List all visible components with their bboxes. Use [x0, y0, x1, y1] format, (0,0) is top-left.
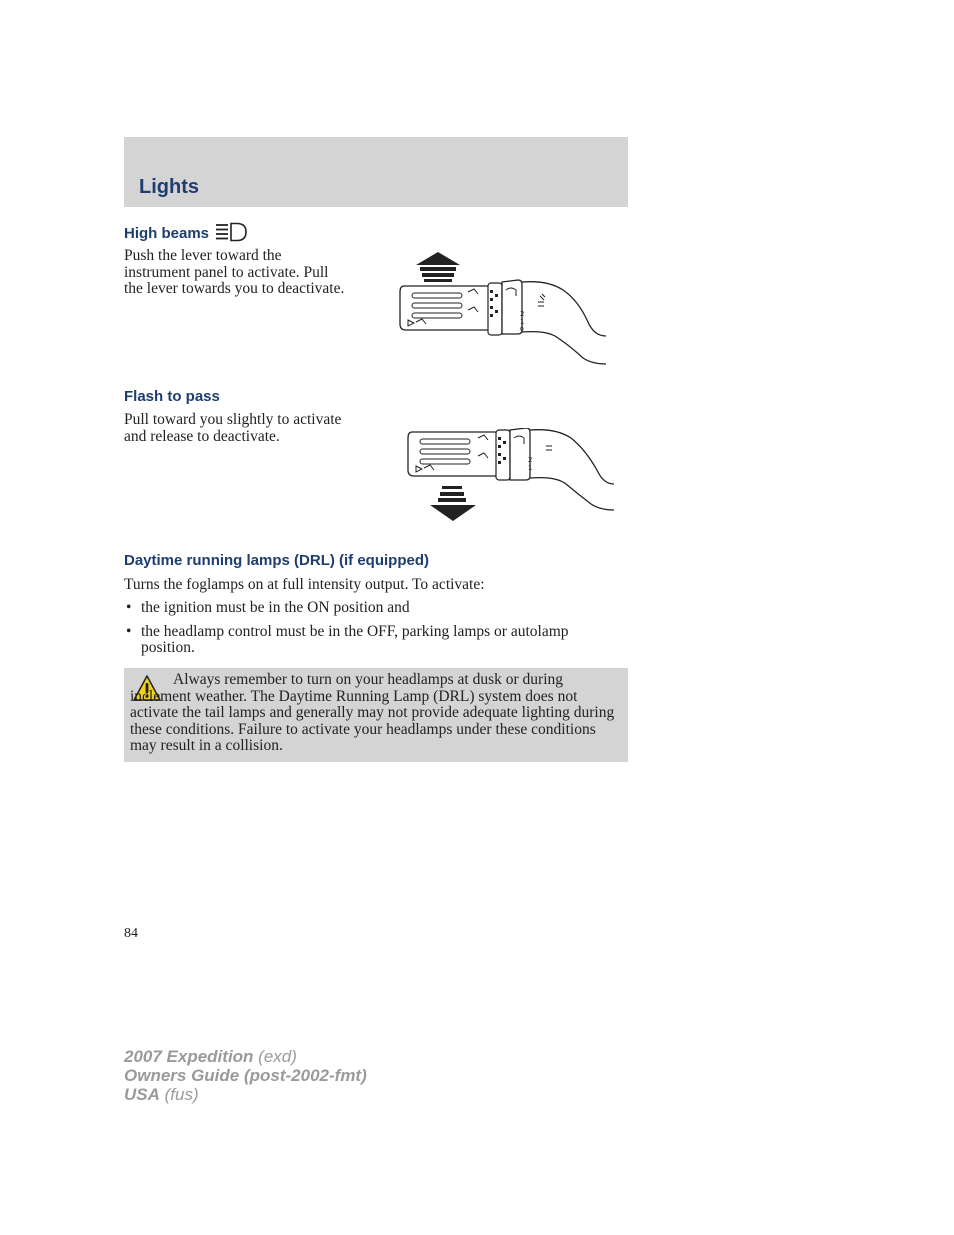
lever-label: 0 — [520, 326, 524, 333]
list-item-text: the headlamp control must be in the OFF, parking lamps or autolamp position. — [141, 622, 569, 656]
footer-line-3 — [124, 1085, 367, 1104]
footer-guide: Owners Guide (post-2002-fmt) — [124, 1066, 367, 1085]
list-item-text: the ignition must be in the ON position and — [141, 599, 410, 616]
high-beams-heading — [124, 222, 249, 242]
high-beams-line: the lever towards you to deactivate. — [124, 280, 345, 297]
warning-text: Always remember to turn on your headlamps at dusk or during inclement weather. The Daytime Running Lamp (DRL) system does not activate the tail lamps and generally may not provide adequate lighting during these conditions. Failure to activate your headlamps under these conditions may result in a collision. — [130, 671, 615, 754]
drl-heading: Daytime running lamps (DRL) (if equipped) — [124, 552, 430, 569]
list-item — [124, 624, 624, 657]
flash-to-pass-lever-illustration — [406, 428, 618, 526]
lever-label: 1 — [520, 318, 525, 326]
drl-conditions-list — [124, 600, 624, 664]
flash-to-pass-line: Pull toward you slightly to activate — [124, 411, 342, 428]
high-beams-line: instrument panel to activate. Pull — [124, 263, 329, 281]
footer-region-code: (fus) — [159, 1085, 199, 1104]
page-number: 84 — [124, 926, 138, 941]
high-beams-lever-illustration — [398, 250, 610, 368]
document-footer — [124, 1047, 367, 1104]
drl-intro: Turns the foglamps on at full intensity output. To activate: — [124, 576, 485, 593]
flash-to-pass-line: and release to deactivate. — [124, 427, 280, 445]
high-beams-line: Push the lever toward the — [124, 247, 282, 264]
high-beam-icon — [215, 222, 249, 242]
flash-to-pass-heading: Flash to pass — [124, 388, 220, 405]
footer-model: 2007 Expedition — [124, 1047, 254, 1066]
bullet-icon: • — [126, 622, 132, 640]
section-title: Lights — [139, 176, 199, 198]
footer-line-2 — [124, 1066, 367, 1085]
flash-to-pass-text — [124, 412, 341, 445]
high-beams-heading-text: High beams — [124, 225, 210, 242]
footer-region: USA — [124, 1085, 160, 1104]
footer-line-1 — [124, 1047, 367, 1066]
lever-label: 2 — [528, 456, 533, 464]
high-beams-text — [124, 248, 344, 298]
section-header-band — [124, 137, 628, 207]
lever-label: 2 — [520, 310, 525, 318]
push-arrow-icon — [416, 252, 460, 265]
warning-box — [124, 668, 628, 762]
bullet-icon: • — [126, 599, 132, 616]
footer-model-code: (exd) — [253, 1047, 297, 1066]
lever-label: 1 — [528, 464, 533, 472]
list-item — [124, 600, 624, 617]
pull-arrow-icon — [430, 505, 476, 521]
